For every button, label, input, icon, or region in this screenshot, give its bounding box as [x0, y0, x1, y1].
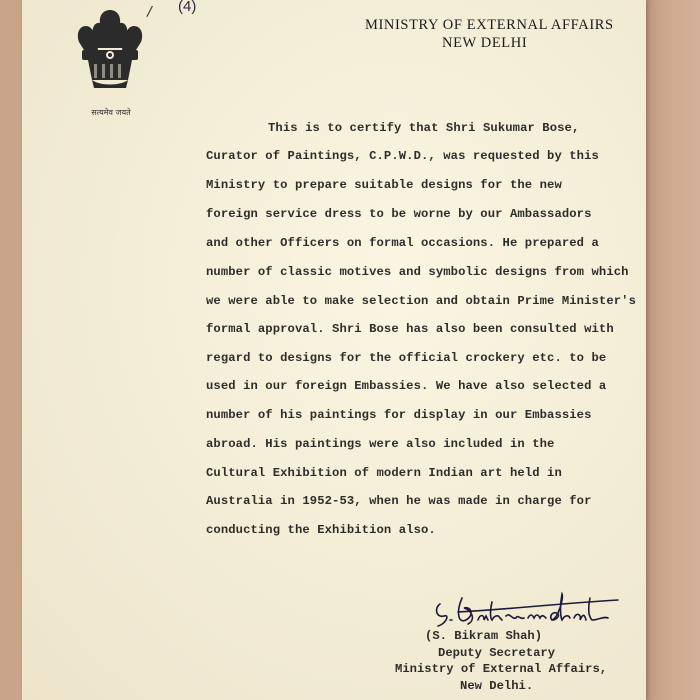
body-line: regard to designs for the official crockery etc. to be [206, 351, 607, 365]
letter-page [22, 0, 646, 700]
body-line: abroad. His paintings were also included in the [206, 437, 555, 451]
body-line: Australia in 1952-53, when he was made in charge for [206, 494, 592, 508]
signatory-city: New Delhi. [460, 679, 534, 693]
body-line: Ministry to prepare suitable designs for the new [206, 178, 562, 192]
emblem-motto: सत्यमेव जयते [91, 108, 131, 117]
ministry-title: MINISTRY OF EXTERNAL AFFAIRS [365, 17, 614, 33]
body-line: foreign service dress to be worne by our Ambassadors [206, 207, 592, 221]
body-line: and other Officers on formal occasions. He prepared a [206, 236, 599, 250]
body-line: Cultural Exhibition of modern Indian art held in [206, 466, 562, 480]
signatory-name: (S. Bikram Shah) [425, 629, 543, 643]
body-line: used in our foreign Embassies. We have also selected a [206, 379, 607, 393]
body-line: Curator of Paintings, C.P.W.D., was requested by this [206, 149, 599, 163]
body-line: we were able to make selection and obtain Prime Minister's [206, 294, 636, 308]
body-line: number of classic motives and symbolic designs from which [206, 265, 629, 279]
ministry-city: NEW DELHI [442, 35, 528, 51]
signatory-department: Ministry of External Affairs, [395, 662, 608, 676]
body-line: This is to certify that Shri Sukumar Bose, [268, 121, 580, 135]
body-line: number of his paintings for display in our Embassies [206, 408, 592, 422]
body-line: formal approval. Shri Bose has also been consulted with [206, 322, 614, 336]
pen-mark: / [145, 3, 154, 22]
page-number: (4) [178, 0, 197, 15]
handwritten-signature [432, 590, 632, 632]
background-strip [646, 0, 700, 700]
body-line: conducting the Exhibition also. [206, 523, 436, 537]
national-emblem-icon [70, 4, 150, 108]
signatory-designation: Deputy Secretary [438, 646, 556, 660]
